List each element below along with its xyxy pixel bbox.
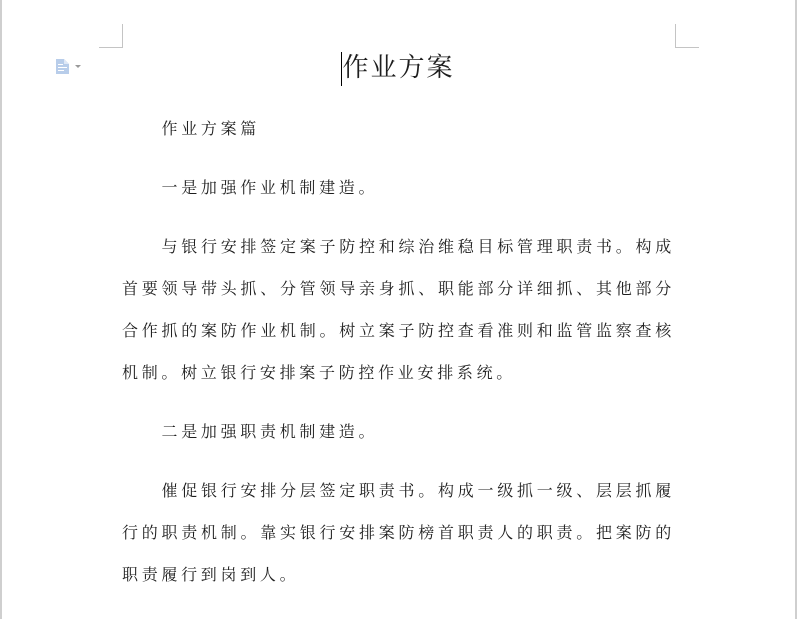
document-title[interactable]: 作业方案 (342, 53, 455, 83)
paragraph[interactable]: 作业方案篇 (161, 119, 261, 138)
page-left-edge (0, 0, 2, 619)
paragraph[interactable]: 催促银行安排分层签定职责书。构成一级抓一级、层层抓履行的职责机制。靠实银行安排案防榜首职责人的职责。把案防的职责履行到岗到人。 (122, 481, 675, 584)
paragraph[interactable]: 一是加强作业机制建造。 (161, 178, 379, 197)
margin-corner-mark-left (99, 24, 123, 48)
margin-corner-mark-right (675, 24, 699, 48)
paragraph[interactable]: 与银行安排签定案子防控和综治维稳目标管理职责书。构成首要领导带头抓、分管领导亲身抓、职能部分详细抓、其他部分合作抓的案防作业机制。树立案子防控查看准则和监管监察查核机制。树立银行安排案子防控作业安排系统。 (122, 237, 675, 382)
document-body[interactable] (122, 108, 675, 613)
paragraph[interactable]: 二是加强职责机制建造。 (161, 422, 379, 441)
